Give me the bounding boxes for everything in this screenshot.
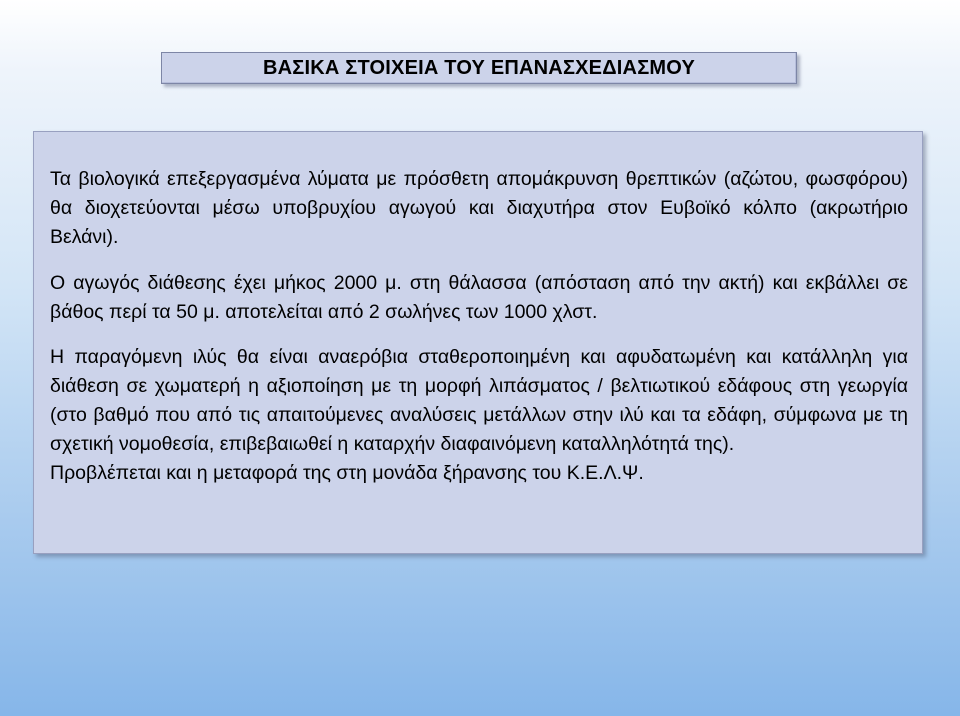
content-text-box	[33, 131, 923, 554]
paragraph-outfall-pipe: Ο αγωγός διάθεσης έχει μήκος 2000 μ. στη θάλασσα (απόσταση από την ακτή) και εκβάλλει σε βάθος περί τα 50 μ. αποτελείται από 2 σωλήνες των 1000 χλστ.	[50, 272, 908, 323]
slide-title: ΒΑΣΙΚΑ ΣΤΟΙΧΕΙΑ ΤΟΥ ΕΠΑΝΑΣΧΕΔΙΑΣΜΟΥ	[262, 56, 696, 79]
paragraph-effluent-discharge: Τα βιολογικά επεξεργασμένα λύματα με πρόσθετη απομάκρυνση θρεπτικών (αζώτου, φωσφόρου) θα διοχετεύονται μέσω υποβρυχίου αγωγού και διαχυτήρα στον Ευβοϊκό κόλπο (ακρωτήριο Βελάνι).	[50, 168, 908, 248]
paragraph-sludge-transport: Προβλέπεται και η μεταφορά της στη μονάδα ξήρανσης του Κ.Ε.Λ.Ψ.	[50, 462, 644, 484]
slide-title-box	[161, 52, 797, 84]
paragraph-sludge-disposal: Η παραγόμενη ιλύς θα είναι αναερόβια σταθεροποιημένη και αφυδατωμένη και κατάλληλη για διάθεση σε χωματερή η αξιοποίηση με τη μορφή λιπάσματος / βελτιωτικού εδάφους στη γεωργία (στο βαθμό που από τις απαιτούμενες αναλύσεις μετάλλων στην ιλύ και τα εδάφη, σύμφωνα με τη σχετική νομοθεσία, επιβεβαιωθεί η καταρχήν διαφαινόμενη καταλληλότητά της).	[50, 346, 908, 455]
